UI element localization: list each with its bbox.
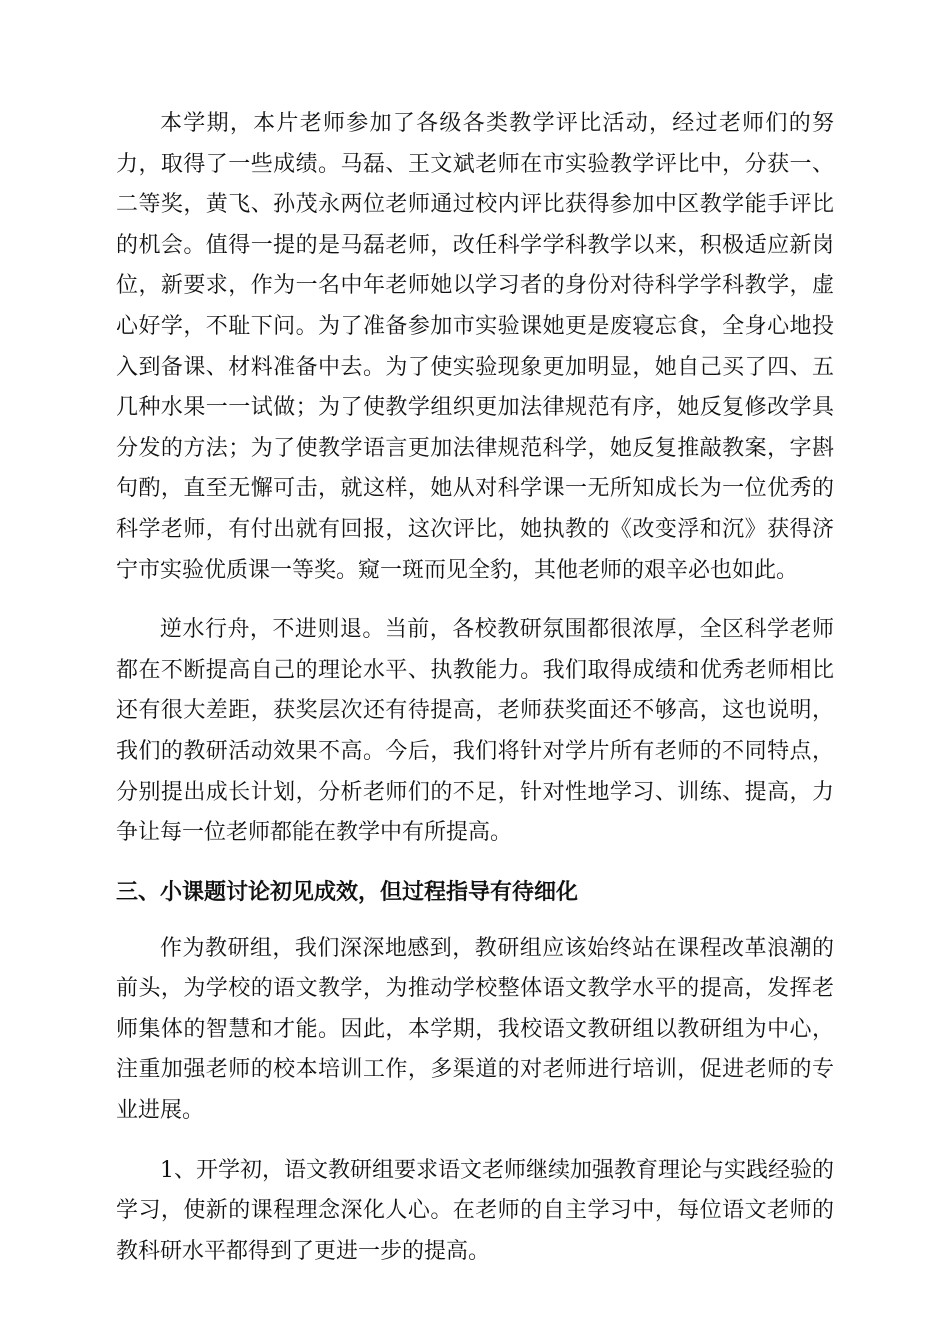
document-page: [116, 104, 834, 1272]
paragraph-item-one: 1、开学初，语文教研组要求语文老师继续加强教育理论与实践经验的学习，使新的课程理念深化人心。在老师的自主学习中，每位语文老师的教科研水平都得到了更进一步的提高。: [116, 1157, 834, 1264]
section-heading-three: 三、小课题讨论初见成效，但过程指导有待细化: [116, 879, 579, 905]
paragraph-future-plan: 逆水行舟，不进则退。当前，各校教研氛围都很浓厚，全区科学老师都在不断提高自己的理论水平、执教能力。我们取得成绩和优秀老师相比还有很大差距，获奖层次还有待提高，老师获奖面还不够高，这也说明，我们的教研活动效果不高。今后，我们将针对学片所有老师的不同特点，分别提出成长计划，分析老师们的不足，针对性地学习、训练、提高，力争让每一位老师都能在教学中有所提高。: [116, 617, 834, 846]
paragraph-research-group: 作为教研组，我们深深地感到，教研组应该始终站在课程改革浪潮的前头，为学校的语文教学，为推动学校整体语文教学水平的提高，发挥老师集体的智慧和才能。因此，本学期，我校语文教研组以教研组为中心，注重加强老师的校本培训工作，多渠道的对老师进行培训，促进老师的专业进展。: [116, 935, 834, 1124]
paragraph-teaching-competition: 本学期，本片老师参加了各级各类教学评比活动，经过老师们的努力，取得了一些成绩。马磊、王文斌老师在市实验教学评比中，分获一、二等奖，黄飞、孙茂永两位老师通过校内评比获得参加中区教学能手评比的机会。值得一提的是马磊老师，改任科学学科教学以来，积极适应新岗位，新要求，作为一名中年老师她以学习者的身份对待科学学科教学，虚心好学，不耻下问。为了准备参加市实验课她更是废寝忘食，全身心地投入到备课、材料准备中去。为了使实验现象更加明显，她自己买了四、五几种水果一一试做；为了使教学组织更加法律规范有序，她反复修改学具分发的方法；为了使教学语言更加法律规范科学，她反复推敲教案，字斟句酌，直至无懈可击，就这样，她从对科学课一无所知成长为一位优秀的科学老师，有付出就有回报，这次评比，她执教的《改变浮和沉》获得济宁市实验优质课一等奖。窥一斑而见全豹，其他老师的艰辛必也如此。: [116, 111, 834, 583]
